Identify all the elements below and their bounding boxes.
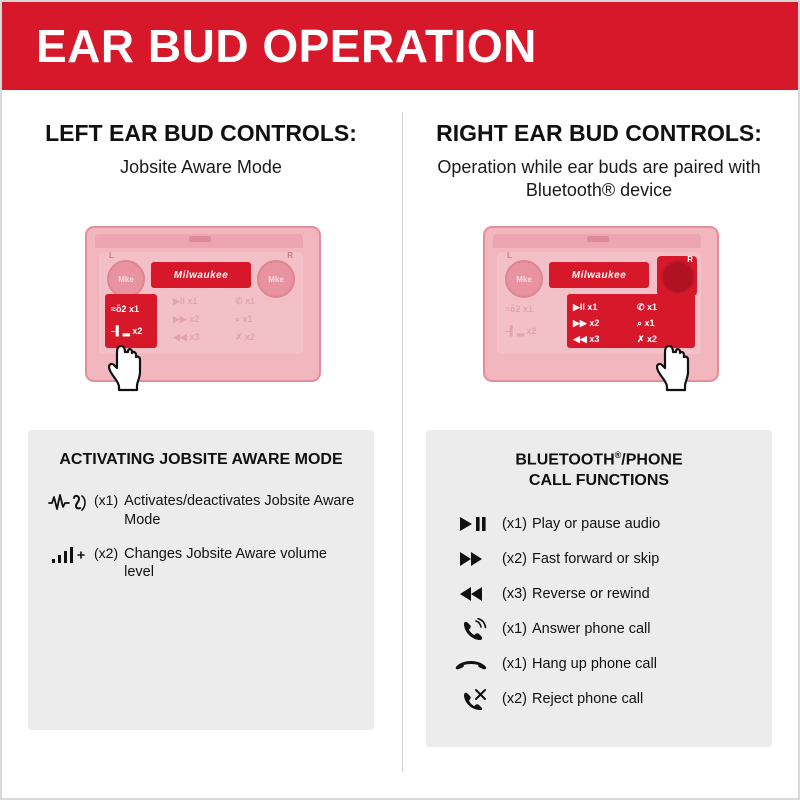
right-controls-highlight (567, 294, 695, 348)
bud-slot-label-right: R (287, 251, 293, 261)
icon-row-answer: ✆ x1 (637, 302, 658, 313)
list-item-count: (x1) (94, 492, 119, 509)
icon-row-play-pause: ▶II x1 (173, 296, 198, 307)
icon-row-aware-toggle: ≈ὄ2 x1 (505, 304, 533, 315)
icon-row-answer: ✆ x1 (235, 296, 256, 307)
right-info-title (444, 450, 754, 490)
ear-bud-left-text: Mke (516, 274, 532, 284)
icon-row-aware-toggle: ≈ὄ2 x1 (111, 304, 139, 315)
icon-row-reject: ✗ x2 (235, 332, 256, 343)
icon-row-fast-forward: ▶▶ x2 (573, 318, 600, 329)
ear-bud-left (505, 260, 543, 298)
list-item-text: Answer phone call (531, 620, 651, 637)
right-info-title-line1-rest: /PHONE (621, 451, 683, 469)
icon-row-hangup: ⌕ x1 (637, 318, 655, 329)
icon-row-aware-volume: –▍▂ x2 (111, 326, 143, 337)
list-item-count: (x2) (502, 690, 527, 707)
list-item-count: (x1) (502, 655, 527, 672)
left-column-subtitle: Jobsite Aware Mode (120, 157, 282, 178)
pointing-hand-icon (107, 342, 143, 392)
right-column-subtitle: Operation while ear buds are paired with Bluetooth® device (437, 157, 761, 200)
list-item (444, 688, 754, 710)
right-column-title: RIGHT EAR BUD CONTROLS: (436, 120, 762, 146)
icon-row-play-pause: ▶II x1 (573, 302, 598, 313)
pointing-hand-icon (655, 342, 691, 392)
right-info-box (426, 430, 772, 746)
ear-waveform-icon (46, 492, 92, 514)
right-info-title-line1: BLUETOOTH (515, 451, 615, 469)
list-item-text: Activates/deactivates Jobsite Aware Mode (124, 493, 355, 528)
list-item-count: (x1) (502, 515, 527, 532)
fast-forward-icon (444, 548, 500, 570)
list-item (444, 583, 754, 605)
list-item (46, 492, 356, 528)
left-controls-highlight (105, 294, 157, 348)
ear-bud-case-left (85, 226, 317, 378)
answer-call-icon (444, 618, 500, 640)
columns-container (2, 90, 798, 747)
list-item-count: (x1) (502, 620, 527, 637)
list-item-count: (x2) (502, 550, 527, 567)
right-info-list (444, 513, 754, 710)
registered-mark: ® (614, 450, 622, 461)
list-item (46, 545, 356, 581)
ear-bud-left (107, 260, 145, 298)
rewind-icon (444, 583, 500, 605)
page-title: EAR BUD OPERATION (36, 20, 537, 72)
list-item-count: (x2) (94, 544, 119, 561)
list-item (444, 548, 754, 570)
list-item-text: Fast forward or skip (531, 550, 660, 567)
list-item-text: Play or pause audio (531, 515, 661, 532)
icon-row-reject: ✗ x2 (637, 334, 658, 345)
page-header (2, 2, 798, 90)
bud-slot-label-right: R (687, 255, 693, 265)
list-item (444, 513, 754, 535)
list-item-text: Hang up phone call (531, 655, 657, 672)
right-device-illustration (418, 226, 780, 416)
icon-row-hangup: ⌕ x1 (235, 314, 253, 325)
right-column (400, 104, 798, 747)
ear-bud-right-text: Mke (268, 274, 284, 284)
list-item (444, 653, 754, 675)
icon-row-fast-forward: ▶▶ x2 (173, 314, 200, 325)
case-interior (497, 252, 701, 354)
volume-bars-icon (46, 545, 92, 567)
list-item-count: (x3) (502, 585, 527, 602)
left-column (2, 104, 400, 747)
right-info-title-line2: CALL FUNCTIONS (528, 471, 670, 489)
icon-row-aware-volume: –▍▂ x2 (505, 326, 537, 337)
ear-bud-right (257, 260, 295, 298)
left-device-illustration (20, 226, 382, 416)
list-item-text: Reverse or rewind (531, 585, 650, 602)
case-hinge (587, 236, 609, 242)
brand-plate: Milwaukee (151, 262, 251, 288)
bud-slot-label-left: L (507, 251, 512, 261)
left-column-title: LEFT EAR BUD CONTROLS: (45, 120, 357, 146)
right-bud-highlight (657, 256, 697, 296)
ear-bud-left-text: Mke (118, 274, 134, 284)
list-item-text: Reject phone call (531, 690, 644, 707)
list-item (444, 618, 754, 640)
list-item-text: Changes Jobsite Aware volume level (124, 545, 327, 580)
case-interior (99, 252, 303, 354)
bud-slot-label-left: L (109, 251, 114, 261)
icon-row-rewind: ◀◀ x3 (573, 334, 600, 345)
reject-call-icon (444, 688, 500, 710)
ear-bud-right (661, 260, 695, 294)
hang-up-icon (444, 653, 500, 675)
case-hinge (189, 236, 211, 242)
ear-bud-case-right (483, 226, 715, 378)
brand-plate: Milwaukee (549, 262, 649, 288)
left-info-box (28, 430, 374, 730)
play-pause-icon (444, 513, 500, 535)
left-info-list (46, 492, 356, 581)
icon-row-rewind: ◀◀ x3 (173, 332, 200, 343)
left-info-title: ACTIVATING JOBSITE AWARE MODE (59, 451, 343, 469)
